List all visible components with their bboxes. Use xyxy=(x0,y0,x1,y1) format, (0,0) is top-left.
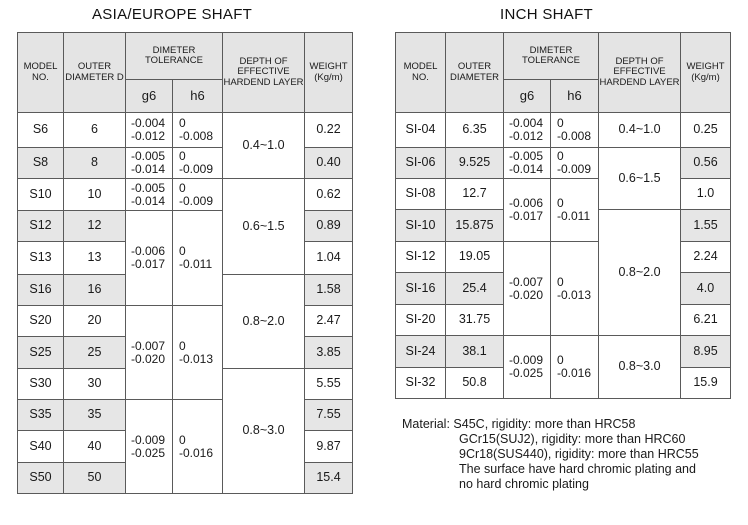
model-cell: SI-20 xyxy=(396,305,446,336)
g6-cell: -0.007 -0.020 xyxy=(504,242,551,336)
depth-cell: 0.4~1.0 xyxy=(223,113,305,179)
material-note xyxy=(402,417,699,492)
material-line: Material: S45C, rigidity: more than HRC58 xyxy=(402,417,636,431)
outer-cell: 20 xyxy=(64,306,126,337)
model-cell: SI-16 xyxy=(396,273,446,305)
asia-europe-shaft-title: ASIA/EUROPE SHAFT xyxy=(92,6,253,23)
depth-cell: 0.4~1.0 xyxy=(599,113,681,148)
weight-cell: 0.25 xyxy=(681,113,731,148)
weight-cell: 0.22 xyxy=(305,113,353,148)
weight-cell: 1.0 xyxy=(681,179,731,210)
model-cell: SI-06 xyxy=(396,148,446,179)
header-outer-diameter: OUTER DIAMETER D xyxy=(64,33,126,113)
weight-cell: 7.55 xyxy=(305,400,353,431)
h6-cell: 0 -0.011 xyxy=(173,211,223,306)
h6-cell: 0 -0.011 xyxy=(551,179,599,242)
outer-cell: 6 xyxy=(64,113,126,148)
model-cell: S6 xyxy=(18,113,64,148)
model-cell: SI-12 xyxy=(396,242,446,273)
model-cell: SI-08 xyxy=(396,179,446,210)
header-weight-label: WEIGHT xyxy=(686,61,725,73)
outer-cell: 35 xyxy=(64,400,126,431)
g6-cell: -0.004 -0.012 xyxy=(126,113,173,148)
inch-shaft-table xyxy=(395,32,731,399)
depth-cell: 0.6~1.5 xyxy=(223,179,305,275)
header-model-no: MODEL NO. xyxy=(396,33,446,113)
model-cell: S25 xyxy=(18,337,64,369)
outer-cell: 25.4 xyxy=(446,273,504,305)
weight-cell: 6.21 xyxy=(681,305,731,336)
weight-cell: 9.87 xyxy=(305,431,353,463)
outer-cell: 9.525 xyxy=(446,148,504,179)
model-cell: S50 xyxy=(18,463,64,494)
outer-cell: 38.1 xyxy=(446,336,504,368)
material-label: Material: xyxy=(402,417,450,431)
g6-cell: -0.005 -0.014 xyxy=(504,148,551,179)
asia-europe-shaft-table xyxy=(17,32,353,494)
weight-cell: 2.24 xyxy=(681,242,731,273)
header-g6: g6 xyxy=(504,80,551,113)
g6-cell: -0.009 -0.025 xyxy=(126,400,173,494)
weight-cell: 0.62 xyxy=(305,179,353,211)
header-diameter-tolerance: DIMETER TOLERANCE xyxy=(504,33,599,80)
model-cell: S20 xyxy=(18,306,64,337)
header-model-no: MODEL NO. xyxy=(18,33,64,113)
outer-cell: 10 xyxy=(64,179,126,211)
header-diameter-tolerance: DIMETER TOLERANCE xyxy=(126,33,223,80)
h6-cell: 0 -0.008 xyxy=(173,113,223,148)
header-weight xyxy=(681,33,731,113)
model-cell: SI-10 xyxy=(396,210,446,242)
outer-cell: 13 xyxy=(64,242,126,275)
header-outer-diameter: OUTER DIAMETER xyxy=(446,33,504,113)
outer-cell: 12.7 xyxy=(446,179,504,210)
outer-cell: 12 xyxy=(64,211,126,242)
outer-cell: 40 xyxy=(64,431,126,463)
outer-cell: 30 xyxy=(64,369,126,400)
g6-cell: -0.005 -0.014 xyxy=(126,148,173,179)
model-cell: SI-24 xyxy=(396,336,446,368)
header-weight-label: WEIGHT xyxy=(309,61,348,73)
header-weight-unit: (Kg/m) xyxy=(314,71,343,83)
header-depth-hardened-layer: DEPTH OF EFFECTIVE HARDEND LAYER xyxy=(599,33,681,113)
weight-cell: 1.58 xyxy=(305,275,353,306)
weight-cell: 0.89 xyxy=(305,211,353,242)
weight-cell: 0.56 xyxy=(681,148,731,179)
model-cell: SI-04 xyxy=(396,113,446,148)
g6-cell: -0.006 -0.017 xyxy=(504,179,551,242)
model-cell: S10 xyxy=(18,179,64,211)
h6-cell: 0 -0.009 xyxy=(173,148,223,179)
table-row xyxy=(396,179,731,210)
depth-cell: 0.6~1.5 xyxy=(599,148,681,210)
depth-cell: 0.8~3.0 xyxy=(599,336,681,399)
table-row xyxy=(396,113,731,148)
outer-cell: 25 xyxy=(64,337,126,369)
h6-cell: 0 -0.009 xyxy=(173,179,223,211)
weight-cell: 4.0 xyxy=(681,273,731,305)
weight-cell: 3.85 xyxy=(305,337,353,369)
model-cell: S12 xyxy=(18,211,64,242)
header-weight-unit: (Kg/m) xyxy=(691,71,720,83)
model-cell: S13 xyxy=(18,242,64,275)
weight-cell: 15.4 xyxy=(305,463,353,494)
weight-cell: 0.40 xyxy=(305,148,353,179)
g6-cell: -0.007 -0.020 xyxy=(126,306,173,400)
table-row xyxy=(18,179,353,211)
model-cell: S35 xyxy=(18,400,64,431)
outer-cell: 8 xyxy=(64,148,126,179)
weight-cell: 15.9 xyxy=(681,368,731,399)
g6-cell: -0.004 -0.012 xyxy=(504,113,551,148)
h6-cell: 0 -0.016 xyxy=(551,336,599,399)
table-row xyxy=(396,336,731,368)
header-h6: h6 xyxy=(551,80,599,113)
g6-cell: -0.006 -0.017 xyxy=(126,211,173,306)
outer-cell: 50 xyxy=(64,463,126,494)
table-row xyxy=(396,148,731,179)
weight-cell: 2.47 xyxy=(305,306,353,337)
depth-cell: 0.8~2.0 xyxy=(223,275,305,369)
material-line: 9Cr18(SUS440), rigidity: more than HRC55 xyxy=(459,447,699,461)
h6-cell: 0 -0.013 xyxy=(551,242,599,336)
g6-cell: -0.009 -0.025 xyxy=(504,336,551,399)
header-weight xyxy=(305,33,353,113)
weight-cell: 8.95 xyxy=(681,336,731,368)
outer-cell: 50.8 xyxy=(446,368,504,399)
material-line: GCr15(SUJ2), rigidity: more than HRC60 xyxy=(459,432,686,446)
model-cell: S8 xyxy=(18,148,64,179)
model-cell: S16 xyxy=(18,275,64,306)
weight-cell: 1.55 xyxy=(681,210,731,242)
outer-cell: 31.75 xyxy=(446,305,504,336)
header-g6: g6 xyxy=(126,80,173,113)
model-cell: S30 xyxy=(18,369,64,400)
table-row xyxy=(18,113,353,148)
h6-cell: 0 -0.016 xyxy=(173,400,223,494)
outer-cell: 6.35 xyxy=(446,113,504,148)
depth-cell: 0.8~2.0 xyxy=(599,210,681,336)
header-depth-hardened-layer: DEPTH OF EFFECTIVE HARDEND LAYER xyxy=(223,33,305,113)
table-row xyxy=(396,242,731,273)
weight-cell: 5.55 xyxy=(305,369,353,400)
g6-cell: -0.005 -0.014 xyxy=(126,179,173,211)
h6-cell: 0 -0.008 xyxy=(551,113,599,148)
h6-cell: 0 -0.013 xyxy=(173,306,223,400)
inch-shaft-title: INCH SHAFT xyxy=(500,6,593,23)
weight-cell: 1.04 xyxy=(305,242,353,275)
material-line: no hard chromic plating xyxy=(459,477,589,491)
material-line: The surface have hard chromic plating and xyxy=(459,462,696,476)
depth-cell: 0.8~3.0 xyxy=(223,369,305,494)
header-h6: h6 xyxy=(173,80,223,113)
model-cell: SI-32 xyxy=(396,368,446,399)
h6-cell: 0 -0.009 xyxy=(551,148,599,179)
outer-cell: 15.875 xyxy=(446,210,504,242)
model-cell: S40 xyxy=(18,431,64,463)
outer-cell: 19.05 xyxy=(446,242,504,273)
outer-cell: 16 xyxy=(64,275,126,306)
